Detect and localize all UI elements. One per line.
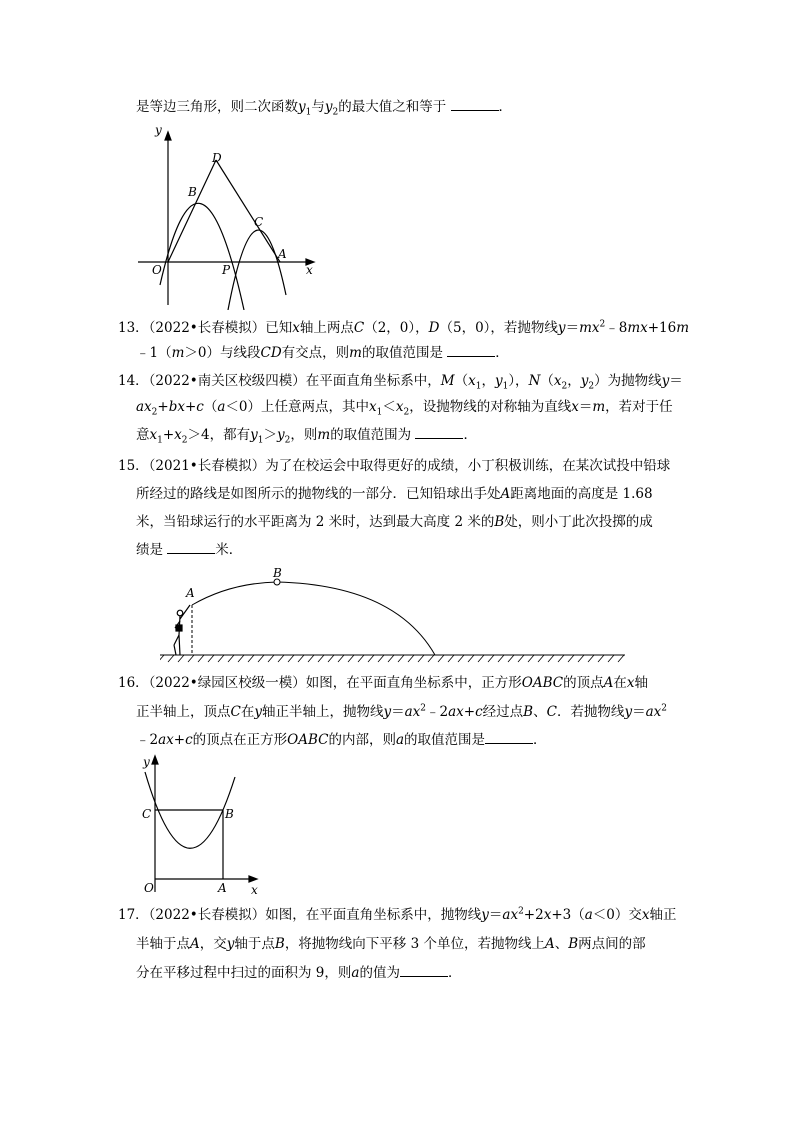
segment-OD — [168, 160, 216, 262]
answer-blank[interactable] — [415, 426, 463, 439]
label-B: B — [188, 185, 197, 199]
label-O: O — [144, 881, 154, 895]
label-C: C — [142, 807, 152, 821]
answer-blank[interactable] — [167, 541, 215, 554]
label-O: O — [152, 263, 162, 277]
ground-hatch — [160, 655, 624, 662]
q14-line3: 意$x_1+x_2>4$，都有$y_1>y_2$，则m的取值范围为 ． — [136, 427, 477, 446]
label-x: x — [306, 263, 313, 277]
segment-DA — [216, 160, 280, 262]
thrower-figure — [174, 605, 190, 655]
q12-tail-line: 是等边三角形，则二次函数$y_1$与$y_2$的最大值之和等于 ． — [136, 99, 513, 118]
x-axis-arrow — [249, 876, 257, 882]
q15-line3: 米，当铅球运行的水平距离为 2 米时，达到最大高度 2 米的B处，则小丁此次投掷的成 — [136, 514, 653, 530]
y-axis-arrow — [165, 132, 171, 140]
parabola-2 — [228, 230, 286, 310]
q15-line1: 15．（2021•长春模拟）为了在校运会中取得更好的成绩，小丁积极训练，在某次试投中铅球 — [118, 458, 671, 474]
label-P: P — [222, 263, 231, 277]
q13-line1: 13．（2022•长春模拟）已知x轴上两点C（2，0），D（5，0），若抛物线$y=mx^2﹣8mx+16m$ — [118, 319, 690, 336]
label-A: A — [278, 247, 287, 261]
q14-line1: 14．（2022•南关区校级四模）在平面直角坐标系中，$M(x_1$，$y_1$），$N(x_2$，$y_2$）为抛物线y＝ — [118, 373, 683, 392]
y-axis-arrow — [152, 756, 158, 764]
q15-line2: 所经过的路线是如图所示的抛物线的一部分．已知铅球出手处A距离地面的高度是 1.68 — [136, 486, 653, 502]
figure-shotput — [160, 565, 630, 665]
label-C: C — [254, 215, 264, 229]
label-y: y — [143, 755, 150, 769]
q16-line1: 16．（2022•绿园区校级一模）如图，在平面直角坐标系中，正方形OABC的顶点A在x轴 — [118, 675, 648, 691]
q15-line4: 绩是 米． — [136, 542, 243, 558]
figure-equilateral-parabolas — [130, 120, 330, 310]
q17-line3: 分在平移过程中扫过的面积为 9，则a的值为 ． — [136, 965, 462, 981]
label-A: A — [186, 586, 195, 600]
figure-square-parabola — [135, 752, 265, 897]
q17-line1: 17．（2022•长春模拟）如图，在平面直角坐标系中，抛物线$y=ax^2+2x+3(a<0)$交x轴正 — [118, 906, 677, 923]
q14-line2: $ax_2+bx+c(a<0)$上任意两点，其中$x_1<x_2$，设抛物线的对称轴为直线x＝m，若对于任 — [136, 399, 673, 418]
label-y: y — [155, 123, 162, 137]
label-B: B — [273, 566, 282, 580]
answer-blank[interactable] — [451, 98, 499, 111]
q17-line2: 半轴于点A，交y轴于点B，将抛物线向下平移 3 个单位，若抛物线上A、B两点间的部 — [136, 936, 646, 952]
label-D: D — [212, 151, 222, 165]
label-x: x — [251, 883, 258, 897]
label-A: A — [218, 881, 227, 895]
q13-line2: ﹣1（m＞0）与线段CD有交点，则m的取值范围是 ． — [136, 345, 509, 361]
trajectory-curve — [192, 582, 435, 655]
answer-blank[interactable] — [447, 344, 495, 357]
answer-blank[interactable] — [485, 731, 533, 744]
label-B: B — [225, 807, 234, 821]
q16-line2: 正半轴上，顶点C在y轴正半轴上，抛物线$y=ax^2﹣2ax+c$经过点B、C．若抛物线$y=ax^2$ — [136, 703, 667, 720]
answer-blank[interactable] — [400, 964, 448, 977]
q16-line3: ﹣2ax+c的顶点在正方形OABC的内部，则a的取值范围是 ． — [136, 732, 547, 748]
